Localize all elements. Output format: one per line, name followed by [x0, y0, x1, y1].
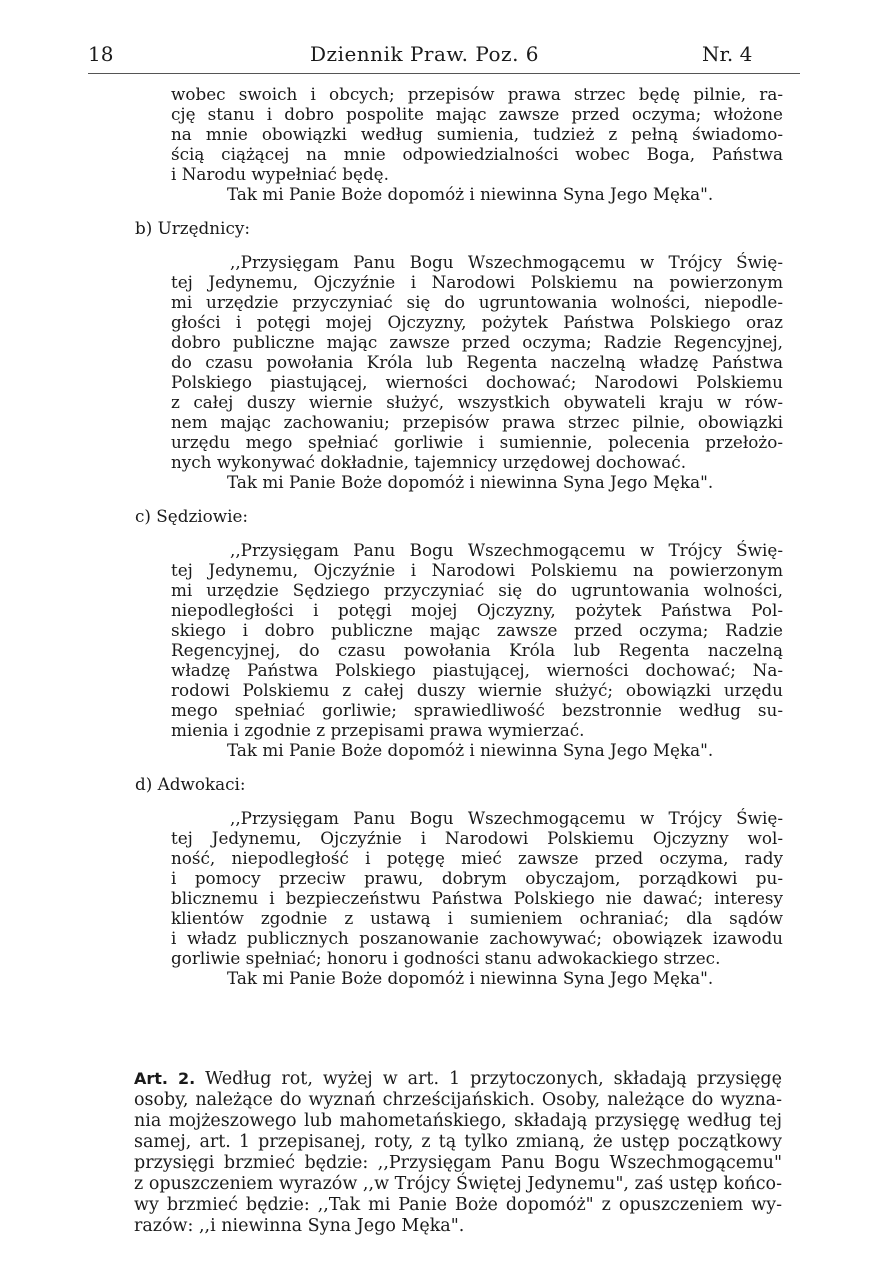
text-line: głości i potęgi mojej Ojczyzny, pożytek Państwa Polskiego oraz — [171, 312, 783, 332]
text-line: przysięgi brzmieć będzie: ,,Przysięgam Panu Bogu Wszechmogącemu" — [134, 1153, 782, 1173]
section-b — [135, 218, 783, 492]
text-line: ,,Przysięgam Panu Bogu Wszechmogącemu w Trójcy Świę- — [230, 540, 783, 560]
text-line: ,,Przysięgam Panu Bogu Wszechmogącemu w Trójcy Świę- — [230, 252, 783, 272]
text-line: tej Jedynemu, Ojczyźnie i Narodowi Polskiemu Ojczyzny wol- — [171, 828, 783, 848]
text-line: rodowi Polskiemu z całej duszy wiernie służyć; obowiązki urzędu — [171, 680, 783, 700]
text-line: osoby, należące do wyznań chrześcijańskich. Osoby, należące do wyzna- — [134, 1090, 782, 1110]
issue-number: Nr. 4 — [702, 42, 753, 66]
text-line: urzędu mego spełniać gorliwie i sumiennie, polecenia przełożo- — [171, 432, 783, 452]
text-line: tej Jedynemu, Ojczyźnie i Narodowi Polskiemu na powierzonym — [171, 560, 783, 580]
text-line: mienia i zgodnie z przepisami prawa wymierzać. — [171, 720, 585, 740]
section-a-tail — [135, 84, 783, 204]
text-line: nia mojżeszowego lub mahometańskiego, składają przysięgę według tej — [134, 1111, 782, 1131]
text-line: z opuszczeniem wyrazów ,,w Trójcy Świętej Jedynemu", zaś ustęp końco- — [134, 1174, 782, 1194]
text-line: i władz publicznych poszanowanie zachowywać; obowiązek izawodu — [171, 928, 783, 948]
text-line: nych wykonywać dokładnie, tajemnicy urzędowej dochować. — [171, 452, 687, 472]
text-line: i Narodu wypełniać będę. — [171, 164, 389, 184]
section-label: b) Urzędnicy: — [135, 218, 251, 238]
page-header — [0, 42, 893, 72]
text-line: cję stanu i dobro pospolite mając zawsze przed oczyma; włożone — [171, 104, 783, 124]
section-c — [135, 506, 783, 760]
text-line: skiego i dobro publiczne mając zawsze przed oczyma; Radzie — [171, 620, 783, 640]
oath-closing: Tak mi Panie Boże dopomóż i niewinna Syna Jego Męka". — [227, 184, 714, 204]
article-2 — [134, 1068, 782, 1237]
text-line: tej Jedynemu, Ojczyźnie i Narodowi Polskiemu na powierzonym — [171, 272, 783, 292]
text-line: gorliwie spełniać; honoru i godności stanu adwokackiego strzec. — [171, 948, 721, 968]
text-line: blicznemu i bezpieczeństwu Państwa Polskiego nie dawać; interesy — [171, 888, 783, 908]
text-line: samej, art. 1 przepisanej, roty, z tą tylko zmianą, że ustęp początkowy — [134, 1132, 782, 1152]
text-line: mi urzędzie Sędziego przyczyniać się do ugruntowania wolności, — [171, 580, 783, 600]
page-number: 18 — [88, 42, 114, 66]
text-line: Regencyjnej, do czasu powołania Króla lub Regenta naczelną — [171, 640, 783, 660]
text-line: dobro publiczne mając zawsze przed oczyma; Radzie Regencyjnej, — [171, 332, 783, 352]
oath-closing: Tak mi Panie Boże dopomóż i niewinna Syna Jego Męka". — [227, 740, 714, 760]
text-line: ność, niepodległość i potęgę mieć zawsze przed oczyma, rady — [171, 848, 783, 868]
header-rule — [88, 73, 800, 74]
text-line: Polskiego piastującej, wierności dochować; Narodowi Polskiemu — [171, 372, 783, 392]
section-label: d) Adwokaci: — [135, 774, 246, 794]
journal-title: Dziennik Praw. Poz. 6 — [310, 42, 540, 66]
text-line: mi urzędzie przyczyniać się do ugruntowania wolności, niepodle- — [171, 292, 783, 312]
text-line: mego spełniać gorliwie; sprawiedliwość bezstronnie według su- — [171, 700, 783, 720]
text-line: na mnie obowiązki według sumienia, tudzież z pełną świadomo- — [171, 124, 783, 144]
oath-closing: Tak mi Panie Boże dopomóż i niewinna Syna Jego Męka". — [227, 472, 714, 492]
text-line: nem mając zachowaniu; przepisów prawa strzec pilnie, obowiązki — [171, 412, 783, 432]
text-line: z całej duszy wiernie służyć, wszystkich obywateli kraju w rów- — [171, 392, 783, 412]
text-line: wy brzmieć będzie: ,,Tak mi Panie Boże dopomóż" z opuszczeniem wy- — [134, 1195, 782, 1215]
section-label: c) Sędziowie: — [135, 506, 249, 526]
text-line: do czasu powołania Króla lub Regenta naczelną władzę Państwa — [171, 352, 783, 372]
text-line: władzę Państwa Polskiego piastującej, wierności dochować; Na- — [171, 660, 783, 680]
text-line: ,,Przysięgam Panu Bogu Wszechmogącemu w Trójcy Świę- — [230, 808, 783, 828]
oath-closing: Tak mi Panie Boże dopomóż i niewinna Syna Jego Męka". — [227, 968, 714, 988]
text-line: Według rot, wyżej w art. 1 przytoczonych, składają przysięgę — [205, 1069, 782, 1089]
section-d — [135, 774, 783, 988]
article-label: Art. 2. — [134, 1069, 196, 1088]
text-line: wobec swoich i obcych; przepisów prawa strzec będę pilnie, ra- — [171, 84, 783, 104]
text-line: klientów zgodnie z ustawą i sumieniem ochraniać; dla sądów — [171, 908, 783, 928]
text-line: i pomocy przeciw prawu, dobrym obyczajom, porządkowi pu- — [171, 868, 783, 888]
document-body — [135, 84, 783, 988]
text-line: ścią ciążącej na mnie odpowiedzialności wobec Boga, Państwa — [171, 144, 783, 164]
text-line: niepodległości i potęgi mojej Ojczyzny, pożytek Państwa Pol- — [171, 600, 783, 620]
text-line: razów: ,,i niewinna Syna Jego Męka". — [134, 1216, 465, 1236]
